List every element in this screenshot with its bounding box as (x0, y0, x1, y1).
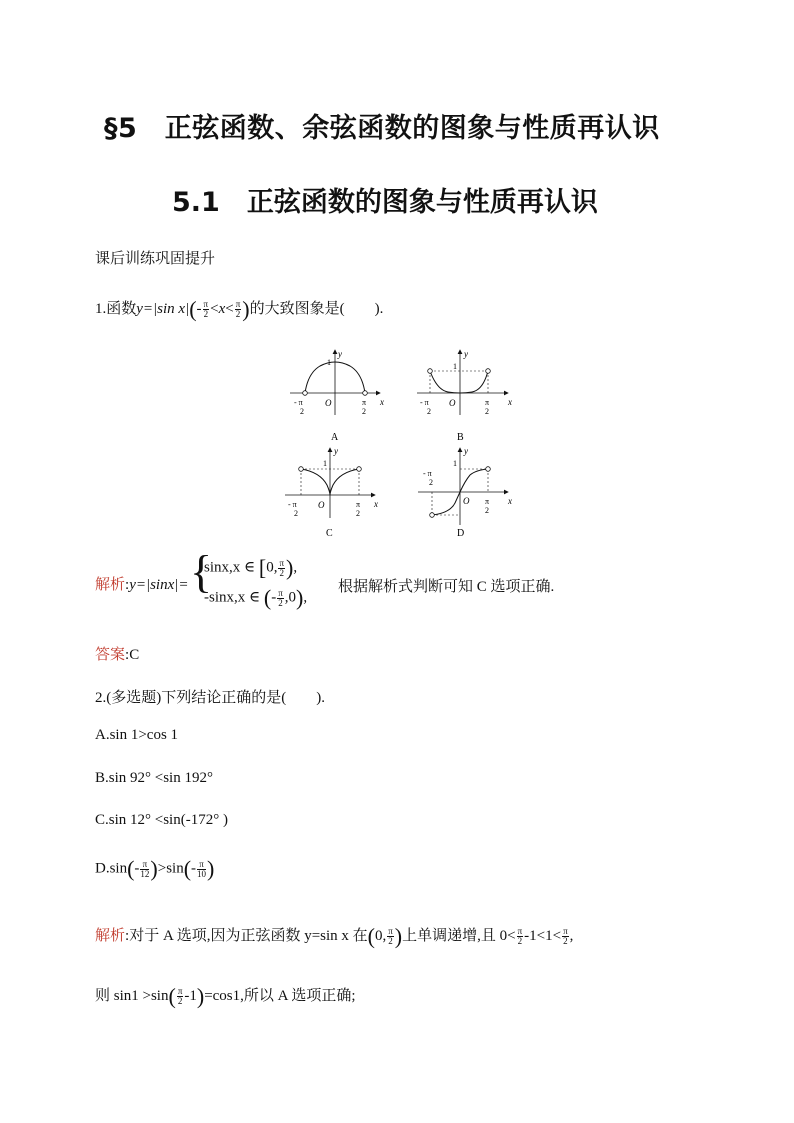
svg-text:π: π (356, 500, 361, 509)
svg-text:O: O (463, 496, 470, 506)
question-2-stem: 2.(多选题)下列结论正确的是( ). (95, 690, 325, 706)
svg-text:π: π (485, 398, 490, 407)
q1-case-1: sinx,x ∈ [0, $\frac{\pi}{2}$ ), (204, 555, 298, 580)
analysis-label: 解析 (95, 577, 126, 593)
svg-text:1: 1 (453, 459, 457, 468)
svg-text:x: x (508, 397, 512, 407)
question-1-stem: 1.函数y=|sin x|(- $\frac{\pi}{2}$ <x< $\frac{\pi}{2}$ )的大致图象是( ). (95, 296, 384, 322)
svg-text:y: y (338, 349, 342, 359)
svg-text:1: 1 (327, 358, 331, 367)
svg-text:2: 2 (485, 407, 489, 416)
answer-label: 答案 (95, 647, 126, 663)
svg-text:O: O (449, 398, 456, 408)
svg-text:2: 2 (485, 506, 489, 515)
svg-text:y: y (464, 349, 468, 359)
svg-text:O: O (325, 398, 332, 408)
graph-b-label: B (457, 432, 464, 443)
q1-function: y=|sin x| (136, 301, 190, 317)
q1-analysis-lhs: 解析:y=|sinx|= (95, 577, 189, 593)
svg-text:x: x (374, 499, 378, 509)
answer-value: C (129, 647, 140, 663)
exercise-heading: 课后训练巩固提升 (95, 251, 216, 267)
svg-text:- π: - π (294, 398, 303, 407)
svg-text:2: 2 (294, 509, 298, 518)
svg-text:O: O (318, 500, 325, 510)
svg-text:π: π (362, 398, 367, 407)
svg-text:2: 2 (429, 478, 433, 487)
svg-text:x: x (508, 496, 512, 506)
svg-text:2: 2 (427, 407, 431, 416)
svg-text:π: π (485, 497, 490, 506)
q2-option-c: C.sin 12° <sin(-172° ) (95, 812, 228, 828)
svg-text:1: 1 (453, 362, 457, 371)
graph-d (418, 446, 512, 539)
q1-case-2: -sinx,x ∈ (- $\frac{\pi}{2}$ ,0), (204, 585, 308, 610)
q1-suffix: 的大致图象是( ). (249, 301, 384, 317)
q2-analysis-line-2: 则 sin1 >sin( $\frac{\pi}{2}$ -1)=cos1,所以 A 选项正确; (95, 983, 356, 1009)
section-title: §5 正弦函数、余弦函数的图象与性质再认识 (104, 113, 660, 144)
piecewise-brace: { (190, 546, 213, 597)
answer-graphs (280, 340, 520, 545)
graph-a-label: A (331, 432, 339, 443)
graph-a (290, 349, 384, 443)
q2-option-a: A.sin 1>cos 1 (95, 727, 179, 743)
q2-analysis-line-1: 解析:对于 A 选项,因为正弦函数 y=sin x 在(0, $\frac{\pi}{2}$ )上单调递增,且 0< $\frac{\pi}{2}$ -1<1< $\frac{\pi}{2}$ , (95, 923, 574, 949)
svg-text:- π: - π (288, 500, 297, 509)
q2-option-d: D.sin(- $\frac{\pi}{12}$ )>sin(- $\frac{\pi}{10}$ ) (95, 856, 215, 881)
svg-text:1: 1 (323, 459, 327, 468)
q1-answer: 答案:C (95, 647, 140, 663)
svg-text:- π: - π (423, 469, 432, 478)
graph-c-label: C (326, 528, 333, 539)
subsection-title: 5.1 正弦函数的图象与性质再认识 (172, 187, 598, 218)
svg-text:y: y (464, 446, 468, 456)
q1-analysis-tail: 根据解析式判断可知 C 选项正确. (338, 579, 555, 595)
graph-d-label: D (457, 528, 465, 539)
svg-text:2: 2 (362, 407, 366, 416)
q1-prefix: 1.函数 (95, 301, 137, 317)
graph-c (285, 446, 378, 539)
svg-text:- π: - π (420, 398, 429, 407)
svg-text:y: y (334, 446, 338, 456)
q2-option-b: B.sin 92° <sin 192° (95, 770, 213, 786)
svg-text:2: 2 (356, 509, 360, 518)
svg-text:2: 2 (300, 407, 304, 416)
svg-text:x: x (380, 397, 384, 407)
graph-b (417, 349, 512, 443)
